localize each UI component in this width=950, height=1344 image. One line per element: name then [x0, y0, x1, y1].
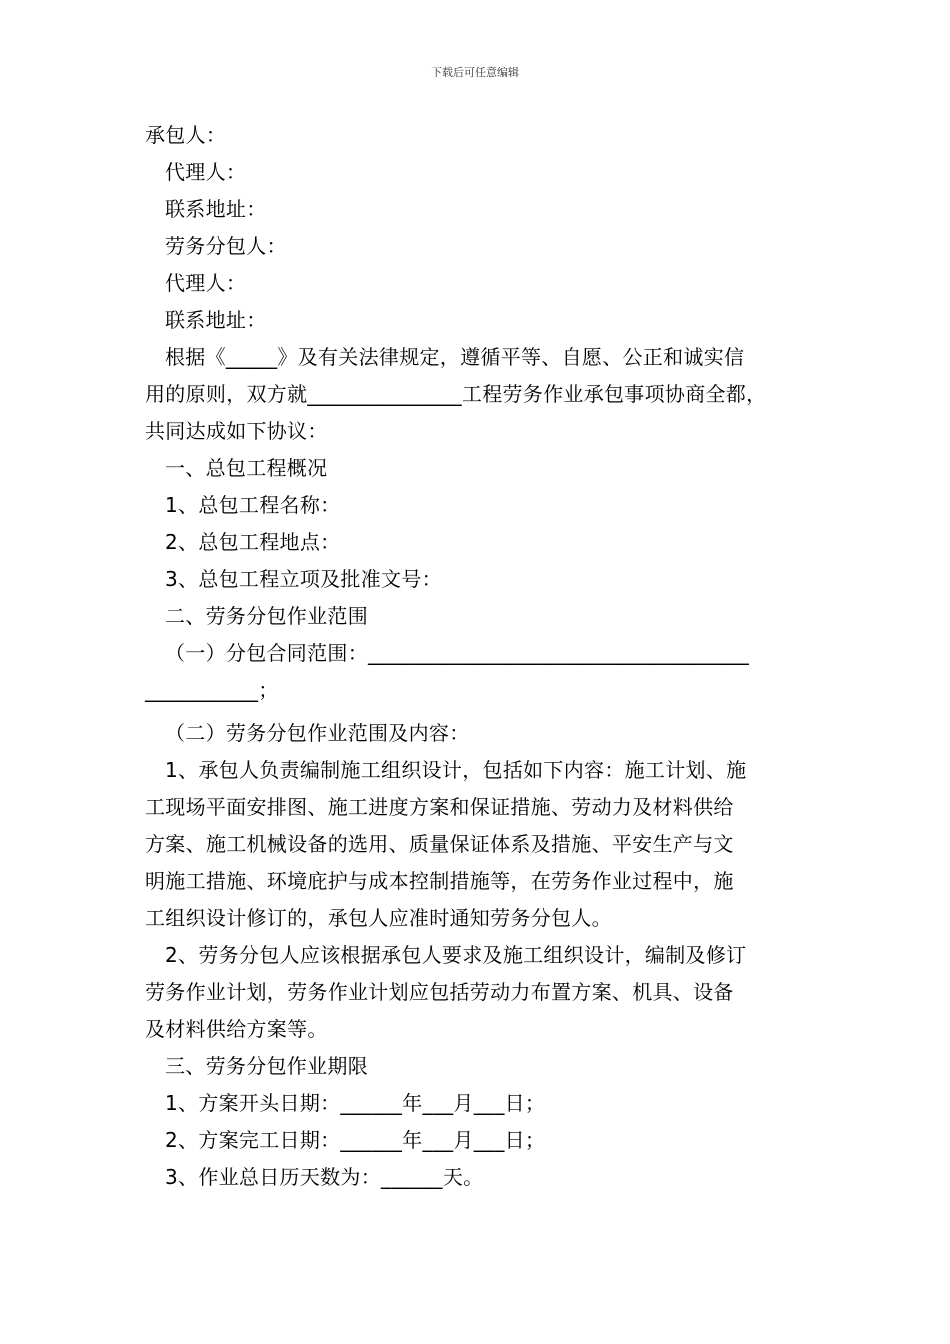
total-calendar-days: 3、作业总日历天数为：______天。 — [165, 1165, 484, 1189]
project-location-label: 2、总包工程地点： — [165, 530, 341, 554]
contractor-label: 承包人： — [145, 123, 227, 147]
project-approval-label: 3、总包工程立项及批准文号： — [165, 567, 442, 591]
clause-1-line-2: 工现场平面安排图、施工进度方案和保证措施、劳动力及材料供给 — [145, 795, 734, 819]
contractor-address-label: 联系地址： — [165, 197, 267, 221]
planned-completion-date: 2、方案完工日期：______年___月___日； — [165, 1128, 546, 1152]
clause-1-line-1: 1、承包人负责编制施工组织设计，包括如下内容：施工计划、施 — [165, 758, 747, 782]
page-header: 下载后可任意编辑 — [431, 66, 519, 79]
subcontractor-address-label: 联系地址： — [165, 308, 267, 332]
clause-2-line-3: 及材料供给方案等。 — [145, 1017, 328, 1041]
scope-content-heading: （二）劳务分包作业范围及内容： — [165, 721, 470, 745]
document-body — [145, 117, 813, 1196]
project-name-label: 1、总包工程名称： — [165, 493, 341, 517]
preamble-line-3: 共同达成如下协议： — [145, 419, 328, 443]
clause-1-line-4: 明施工措施、环境庇护与成本控制措施等，在劳务作业过程中，施 — [145, 869, 734, 893]
clause-1-line-3: 方案、施工机械设备的选用、质量保证体系及措施、平安生产与文 — [145, 832, 734, 856]
clause-2-line-1: 2、劳务分包人应该根据承包人要求及施工组织设计，编制及修订 — [165, 943, 747, 967]
section-heading-2: 二、劳务分包作业范围 — [165, 604, 368, 628]
contract-scope-line-1: （一）分包合同范围：_____________________________________ — [165, 641, 750, 665]
preamble-line-2: 用的原则，双方就_______________工程劳务作业承包事项协商全都， — [145, 382, 767, 406]
contract-scope-line-2: ___________； — [145, 678, 279, 702]
contractor-agent-label: 代理人： — [165, 160, 247, 184]
subcontractor-label: 劳务分包人： — [165, 234, 287, 258]
section-heading-1: 一、总包工程概况 — [165, 456, 328, 480]
section-heading-3: 三、劳务分包作业期限 — [165, 1054, 368, 1078]
clause-1-line-5: 工组织设计修订的，承包人应准时通知劳务分包人。 — [145, 906, 612, 930]
planned-start-date: 1、方案开头日期：______年___月___日； — [165, 1091, 546, 1115]
subcontractor-agent-label: 代理人： — [165, 271, 247, 295]
preamble-line-1: 根据《_____》及有关法律规定，遵循平等、自愿、公正和诚实信 — [165, 345, 745, 369]
clause-2-line-2: 劳务作业计划，劳务作业计划应包括劳动力布置方案、机具、设备 — [145, 980, 734, 1004]
